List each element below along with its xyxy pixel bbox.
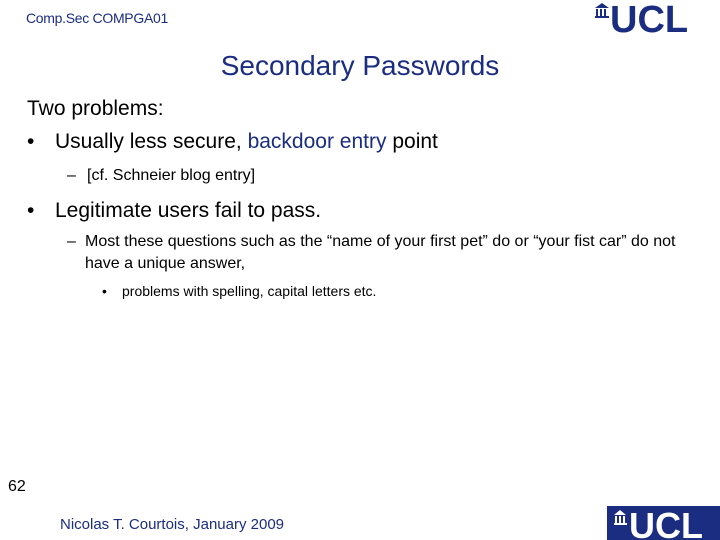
sub-sub-bullet [102,283,376,299]
sub-sub-bullet-text: problems with spelling, capital letters etc. [122,283,377,299]
bullet-dot: • [102,283,107,299]
intro-text: Two problems: [27,97,164,120]
ucl-logo-text: UCL [610,0,689,36]
bullet-dot: • [27,130,35,153]
dash-marker: – [67,167,76,184]
footer-author: Nicolas T. Courtois, January 2009 [60,516,285,533]
page-number: 62 [8,478,26,495]
sub-bullet-1 [67,167,255,185]
header-bar [0,0,720,36]
slide-title: Secondary Passwords [220,50,500,81]
bullet-2-text: Legitimate users fail to pass. [55,199,322,222]
bullet-1-accent: backdoor entry [247,130,387,153]
bullet-2 [27,199,321,223]
ucl-logo-bottom [607,506,720,540]
sub-bullet-2-text: Most these questions such as the “name of your first pet” do or “your fist car” do not have a unique answer, [85,233,676,272]
bullet-dot: • [27,199,35,222]
bullet-1 [27,130,438,154]
dash-marker: – [67,233,76,250]
sub-bullet-2 [67,231,707,275]
ucl-logo-text: UCL [629,506,703,540]
bullet-1-prefix: Usually less secure, [55,130,248,153]
ucl-logo-top [590,0,720,36]
course-code: Comp.Sec COMPGA01 [26,10,168,26]
sub-bullet-1-text: [cf. Schneier blog entry] [87,167,256,184]
bullet-1-suffix: point [386,130,438,153]
